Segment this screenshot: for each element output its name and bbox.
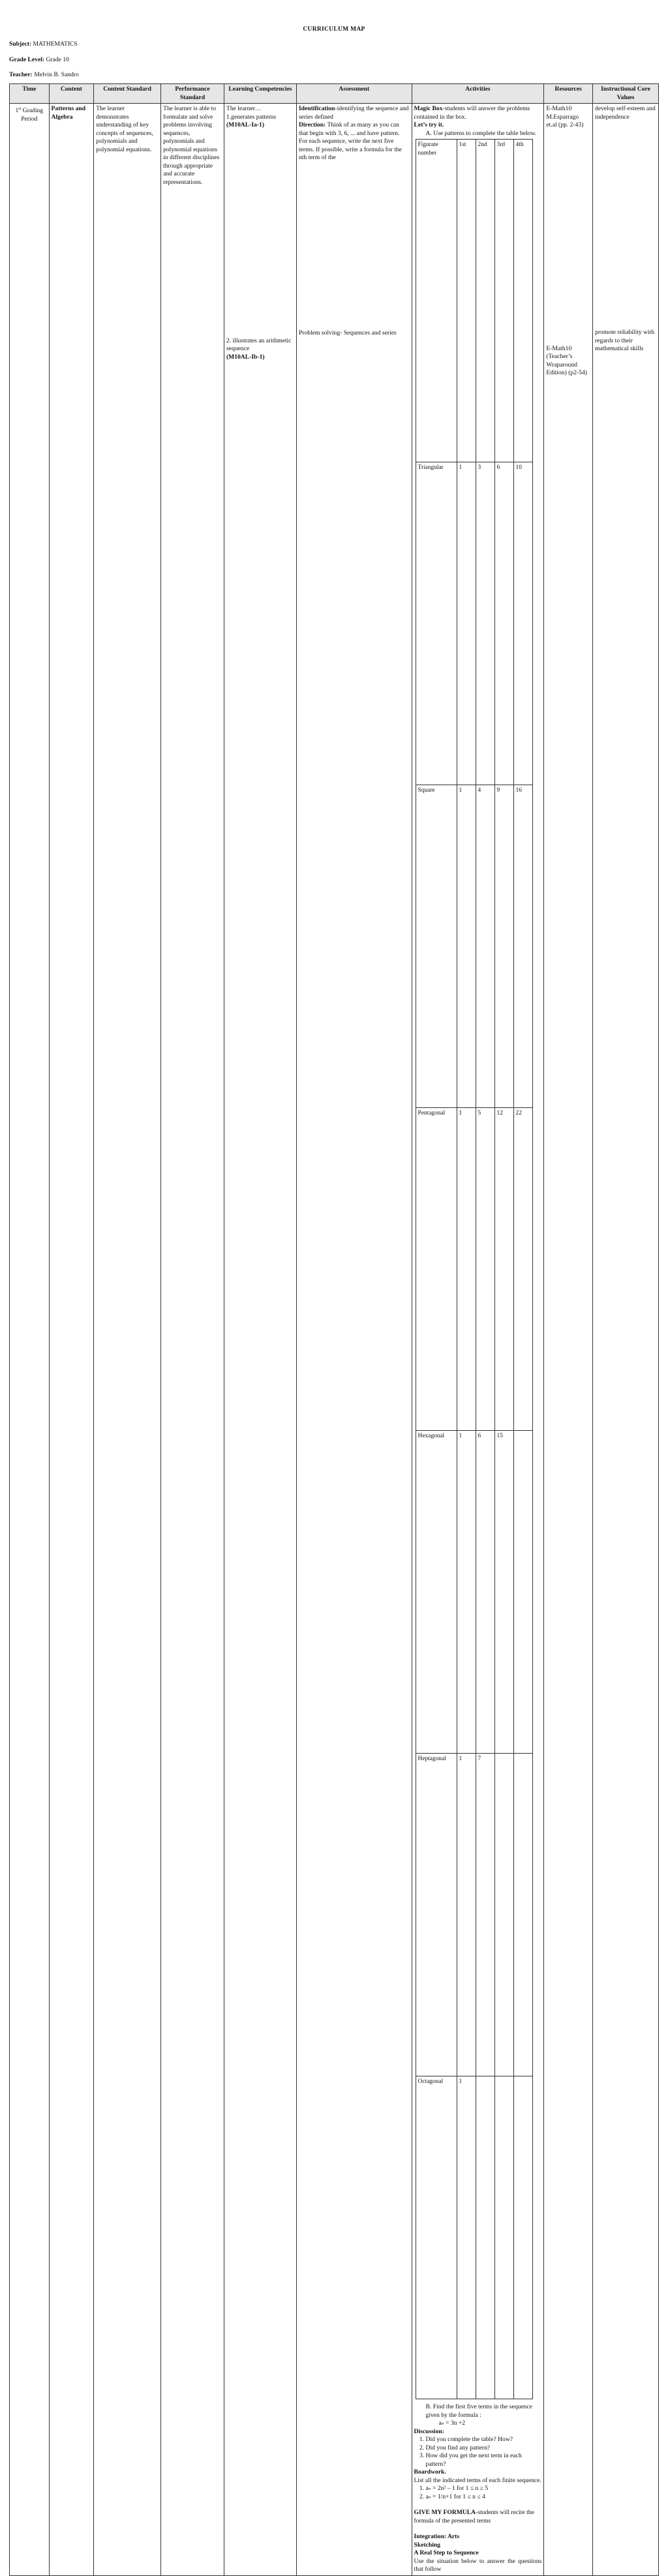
figurate-cell (513, 1754, 532, 2076)
figurate-cell: 1 (457, 462, 476, 785)
figurate-cell: 6 (494, 462, 513, 785)
competency-code-2: (M10AL-Ib-1) (226, 353, 265, 361)
lets-try-it: Let’s try it. (414, 121, 444, 128)
table-row (10, 104, 659, 2576)
figurate-row (416, 1754, 532, 2076)
give-my-formula-label: GIVE MY FORMULA (414, 2509, 476, 2516)
figurate-cell: 9 (494, 785, 513, 1108)
discussion-label: Discussion: (414, 2427, 444, 2435)
figurate-cell: 1 (457, 1754, 476, 2076)
identification-text (299, 105, 410, 121)
figurate-row (416, 462, 532, 785)
header-activities: Activities (412, 84, 544, 104)
figurate-cell: Square (416, 785, 457, 1108)
core-value-2: promote reliability with regards to their mathematical skills (595, 329, 655, 352)
figurate-header-cell: 3rd (494, 140, 513, 462)
figurate-cell (513, 1431, 532, 1754)
figurate-cell: 1 (457, 2076, 476, 2399)
figurate-row (416, 1108, 532, 1431)
magic-box-rest: -students will answer the problems contained in the box. (414, 105, 530, 121)
direction-text (299, 121, 410, 162)
figurate-cell: Triangular (416, 462, 457, 785)
figurate-cell: 12 (494, 1108, 513, 1431)
figurate-cell (494, 2076, 513, 2399)
problem-solving-text: Problem solving- Sequences and series (298, 329, 397, 337)
figurate-cell (494, 1754, 513, 2076)
teacher-label: Teacher: (9, 71, 33, 78)
resource-1: E-Math10 M.Esparrago et.al (pp. 2-43) (546, 105, 584, 128)
header-row (10, 84, 659, 104)
boardwork-text: List all the indicated terms of each finite sequence. (414, 2476, 541, 2484)
content-standard-cell: The learner demonstrates understanding of key concepts of sequences, polynomials and polynomial equations. (94, 104, 161, 2576)
competency-1: 1.generates patterns (226, 113, 277, 121)
time-ordinal: st (18, 107, 22, 111)
list-item: 1. aₙ = 2n² – 1 for 1 ≤ n ≥ 5 (426, 2485, 542, 2493)
competency-intro: The learner… (226, 105, 262, 112)
use-situation-text: Use the situation below to answer the questions that follow (414, 2557, 542, 2573)
resources-cell (544, 104, 593, 2576)
core-value-1: develop self-esteem and independence (595, 105, 656, 121)
time-cell (10, 104, 50, 2576)
formula-text: aₙ = 3n +2 (438, 2419, 466, 2427)
competency-code-1: (M10AL-Ia-1) (226, 121, 265, 128)
header-performance-standard: Performance Standard (161, 84, 224, 104)
figurate-cell: 16 (513, 785, 532, 1108)
figurate-table (416, 139, 533, 2399)
curriculum-table (9, 83, 659, 2576)
figurate-cell: 1 (457, 1108, 476, 1431)
list-item: 1. Did you complete the table? How? (426, 2436, 542, 2444)
teacher-line (9, 71, 79, 78)
give-my-formula-text (414, 2509, 542, 2525)
figurate-cell: 3 (476, 462, 494, 785)
header-content: Content (49, 84, 94, 104)
grade-label: Grade Level: (9, 56, 45, 63)
figurate-cell: 1 (457, 785, 476, 1108)
figurate-cell: Octagonal (416, 2076, 457, 2399)
subject-label: Subject: (9, 40, 32, 48)
figurate-cell: Hexagonal (416, 1431, 457, 1754)
identification-label: Identification (298, 105, 335, 112)
figurate-row (416, 2076, 532, 2399)
integration-label: Integration: Arts (414, 2533, 460, 2540)
grade-value: Grade 10 (46, 56, 69, 63)
item-a: A. Use patterns to complete the table below. (425, 129, 537, 137)
resource-2: E-Math10 (Teacher’s Wraparound Edition) (p2-54) (546, 344, 587, 376)
competencies-cell (224, 104, 296, 2576)
header-content-standard: Content Standard (94, 84, 161, 104)
header-time: Time (10, 84, 50, 104)
figurate-cell: 4 (476, 785, 494, 1108)
header-core-values: Instructional Core Values (593, 84, 659, 104)
figurate-cell: 7 (476, 1754, 494, 2076)
figurate-cell: 15 (494, 1431, 513, 1754)
direction-label: Direction: (298, 121, 326, 128)
item-b: B. Find the first five terms in the sequence given by the formula : (425, 2403, 532, 2419)
figurate-header-cell: 2nd (476, 140, 494, 462)
time-text: Grading Period (21, 107, 44, 123)
discussion-list (414, 2436, 542, 2468)
boardwork-list (414, 2485, 542, 2501)
give-my-formula-rest: -students will recite the formula of the presented terms (414, 2509, 534, 2524)
page-title: CURRICULUM MAP (303, 26, 365, 33)
grade-line (9, 56, 69, 63)
content-text: Patterns and Algebra (51, 105, 86, 121)
figurate-cell: Heptagonal (416, 1754, 457, 2076)
figurate-cell: 5 (476, 1108, 494, 1431)
figurate-row (416, 1431, 532, 1754)
sketching-label: Sketching (414, 2541, 441, 2549)
content-cell (49, 104, 94, 2576)
time-number: 1 (15, 107, 19, 115)
figurate-cell (513, 2076, 532, 2399)
magic-box-text (414, 105, 542, 121)
list-item: 3. How did you get the next term in each pattern? (426, 2452, 542, 2468)
direction-rest: Think of as many as you can that begin with 3, 6, ... and have pattern. For each sequence, write the next five terms. If possible, write a formula for the nth term of the (298, 121, 402, 161)
competency-2: 2. illustrates an arithmetic sequence (226, 337, 292, 352)
figurate-cell (476, 2076, 494, 2399)
subject-line (9, 40, 78, 48)
figurate-header-cell: 1st (457, 140, 476, 462)
list-item: 2. aₙ = 1/n+1 for 1 ≤ n ≤ 4 (426, 2493, 542, 2502)
figurate-cell: 10 (513, 462, 532, 785)
header-assessment: Assessment (296, 84, 412, 104)
figurate-header-cell: Figurate number (416, 140, 457, 462)
subject-value: MATHEMATICS (33, 40, 78, 48)
boardwork-label: Boardwork. (414, 2468, 446, 2476)
figurate-cell: 22 (513, 1108, 532, 1431)
magic-box-label: Magic Box (414, 105, 443, 112)
identification-rest: -identifying the sequence and series defined (298, 105, 409, 121)
header-learning-competencies: Learning Competencies (224, 84, 296, 104)
teacher-value: Melvin B. Sandro (34, 71, 79, 78)
figurate-header-row (416, 140, 532, 462)
figurate-cell: Pentagonal (416, 1108, 457, 1431)
figurate-cell: 1 (457, 1431, 476, 1754)
list-item: 2. Did you find any pattern? (426, 2444, 542, 2453)
activities-cell (412, 104, 544, 2576)
core-values-cell (593, 104, 659, 2576)
figurate-cell: 6 (476, 1431, 494, 1754)
figurate-row (416, 785, 532, 1108)
real-step-label: A Real Step to Sequence (414, 2549, 479, 2556)
header-resources: Resources (544, 84, 593, 104)
figurate-header-cell: 4th (513, 140, 532, 462)
performance-standard-cell: The learner is able to formulate and solve problems involving sequences, polynomials and polynomial equations in different disciplines through appropriate and accurate representations. (161, 104, 224, 2576)
assessment-cell (296, 104, 412, 2576)
